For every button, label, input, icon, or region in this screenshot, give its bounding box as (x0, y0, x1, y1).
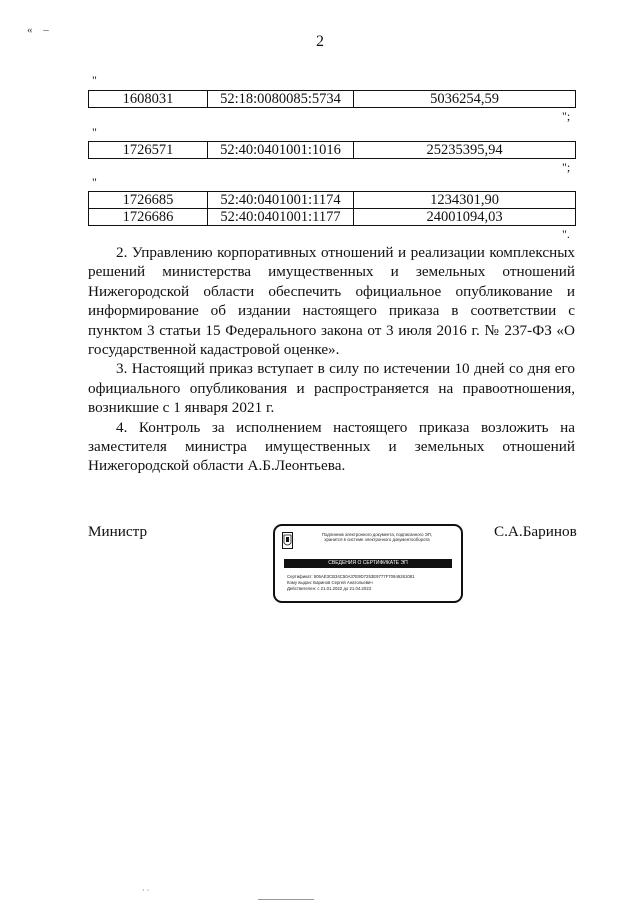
cadastral-number-cell: 52:40:0401001:1174 (208, 192, 354, 209)
scan-artifact-marks: · · (142, 886, 150, 895)
signatory-title: Министр (88, 523, 148, 540)
issued-to-value: Баринов Сергей Анатольевич (313, 580, 373, 585)
row-number-cell: 1726685 (89, 192, 208, 209)
stamp-notice (297, 532, 457, 543)
electronic-signature-stamp (273, 524, 463, 603)
validity-label: Действителен: (287, 586, 317, 591)
registry-table-3 (88, 191, 576, 226)
paragraph-3: 3. Настоящий приказ вступает в силу по истечении 10 дней со дня его официального опубликования и распространяется на правоотношения, возникшие с 1 января 2021 г. (88, 360, 575, 417)
stamp-certificate-header: СВЕДЕНИЯ О СЕРТИФИКАТЕ ЭП (284, 559, 452, 568)
closing-quote-1: "; (562, 109, 571, 123)
cadastral-number-cell: 52:18:0080085:5734 (208, 91, 354, 108)
row-number-cell: 1726686 (89, 209, 208, 226)
cadastral-number-cell: 52:40:0401001:1177 (208, 209, 354, 226)
row-number-cell: 1608031 (89, 91, 208, 108)
stamp-notice-line: хранится в системе электронного документооборота (324, 537, 430, 543)
certificate-value: 505AE3CB34C50A37E9D7253E9777F70946261081 (313, 574, 415, 579)
opening-quote-1: " (92, 73, 97, 87)
page-number: 2 (316, 33, 324, 50)
coat-of-arms-icon (282, 532, 293, 549)
validity-line (287, 586, 459, 592)
cadastral-value-cell: 5036254,59 (354, 91, 576, 108)
table-row (89, 192, 576, 209)
paragraph-2: 2. Управлению корпоративных отношений и реализации комплексных решений министерства имущественных и земельных отношений Нижегородской области обеспечить официальное опубликование и информирование об издании настоящего приказа в соответствии с пунктом 3 статьи 15 Федерального закона от 3 июля 2016 г. № 237-ФЗ «О государственной кадастровой оценке». (88, 244, 575, 359)
cadastral-value-cell: 24001094,03 (354, 209, 576, 226)
registry-table-1 (88, 90, 576, 108)
closing-quote-3: ". (562, 227, 570, 241)
paragraph-4: 4. Контроль за исполнением настоящего приказа возложить на заместителя министра имущественных и земельных отношений Нижегородской области А.Б.Леонтьева. (88, 418, 575, 475)
opening-quote-2: " (92, 125, 97, 139)
table-row (89, 209, 576, 226)
signatory-name: С.А.Баринов (494, 523, 577, 540)
cadastral-value-cell: 25235395,94 (354, 142, 576, 159)
certificate-label: Сертификат: (287, 574, 313, 579)
body-text (88, 243, 575, 476)
opening-quote-3: " (92, 175, 97, 189)
corner-marks: « – (27, 24, 53, 36)
issued-to-label: Кому выдан: (287, 580, 313, 585)
closing-quote-2: "; (562, 160, 571, 174)
table-row (89, 142, 576, 159)
registry-table-2 (88, 141, 576, 159)
cadastral-value-cell: 1234301,90 (354, 192, 576, 209)
scan-artifact-line (258, 899, 314, 900)
row-number-cell: 1726571 (89, 142, 208, 159)
validity-value: с 21.01.2022 до 21.04.2023 (317, 586, 371, 591)
table-row (89, 91, 576, 108)
cadastral-number-cell: 52:40:0401001:1016 (208, 142, 354, 159)
stamp-certificate-details (287, 574, 459, 592)
stamp-notice-line: Подлинник электронного документа, подписанного ЭП, (321, 532, 433, 537)
